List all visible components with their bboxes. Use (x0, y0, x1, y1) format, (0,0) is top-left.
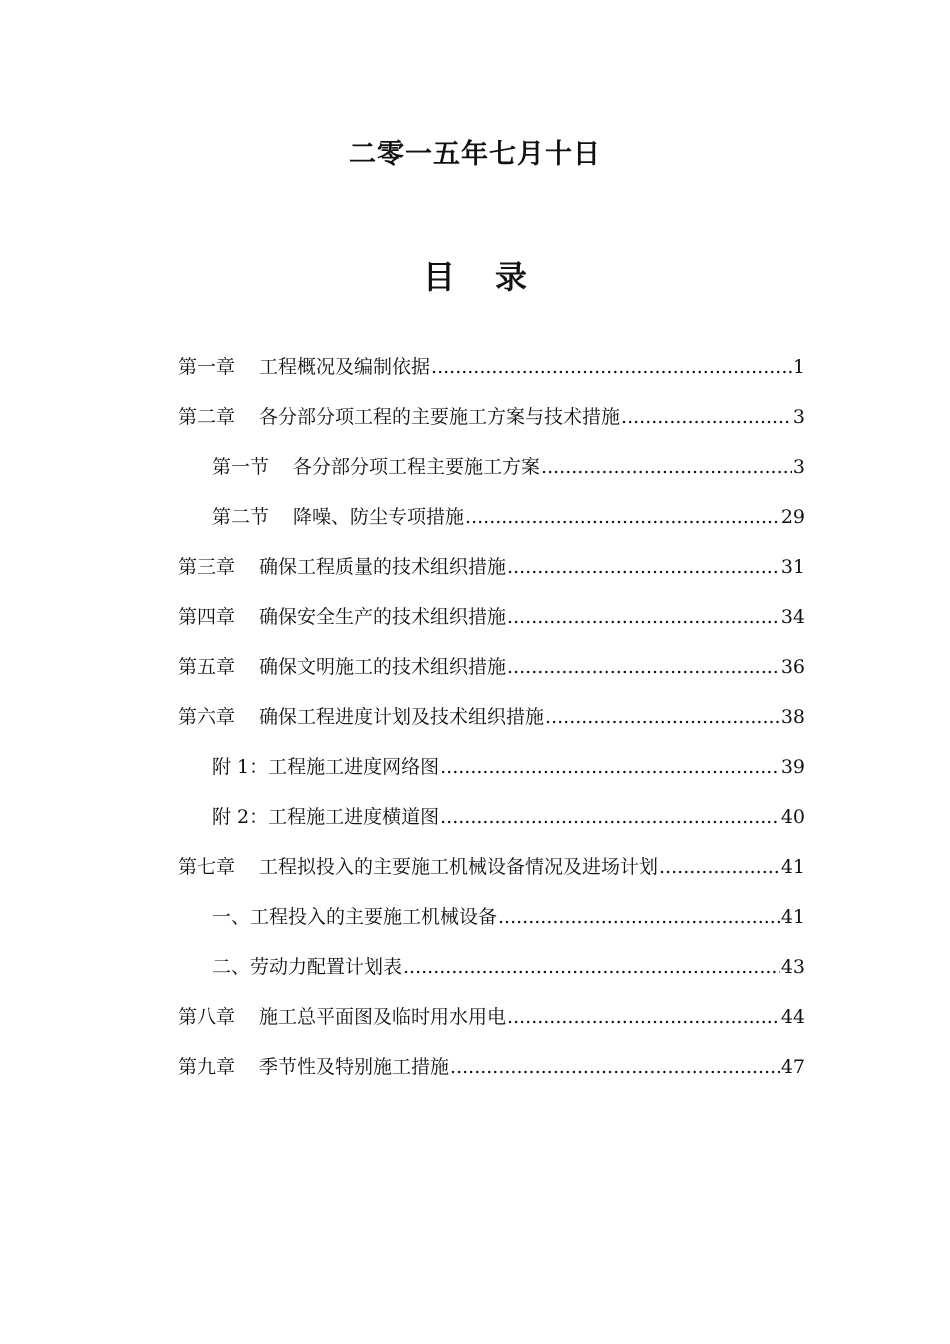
toc-entry-line (212, 752, 805, 779)
toc-entry-number: 第四章 (178, 605, 236, 628)
toc-entry-line (212, 952, 805, 979)
toc-dot-leader (465, 506, 780, 528)
toc-entry[interactable] (0, 790, 950, 840)
toc-entry[interactable] (0, 840, 950, 890)
toc-entry-page: 44 (780, 1005, 805, 1028)
toc-entry[interactable] (0, 690, 950, 740)
toc-entry-line (178, 702, 805, 729)
toc-entry[interactable] (0, 890, 950, 940)
toc-entry-line (178, 402, 805, 429)
toc-dot-leader (507, 656, 780, 678)
toc-heading-char-1: 目 (422, 258, 455, 296)
toc-entry-title: 确保安全生产的技术组织措施 (259, 605, 507, 628)
toc-entry-title: 二、劳动力配置计划表 (212, 955, 403, 978)
toc-entry-number: 第七章 (178, 855, 236, 878)
toc-entry-page: 34 (780, 605, 805, 628)
toc-entry-number: 第一章 (178, 355, 236, 378)
toc-entry-page: 36 (780, 655, 805, 678)
toc-entry-title: 附 1：工程施工进度网络图 (212, 755, 440, 778)
toc-entry[interactable] (0, 590, 950, 640)
table-of-contents (0, 340, 950, 1090)
toc-entry-line (178, 602, 805, 629)
toc-entry-page: 3 (792, 405, 805, 428)
toc-entry[interactable] (0, 340, 950, 390)
toc-entry[interactable] (0, 990, 950, 1040)
toc-entry[interactable] (0, 940, 950, 990)
toc-entry[interactable] (0, 490, 950, 540)
toc-entry-title: 确保工程质量的技术组织措施 (259, 555, 507, 578)
toc-entry-number: 第三章 (178, 555, 236, 578)
toc-entry-page: 39 (780, 755, 805, 778)
toc-entry-number: 第二章 (178, 405, 236, 428)
toc-entry-number: 第一节 (212, 455, 270, 478)
toc-entry-line (212, 502, 805, 529)
toc-entry-line (178, 1052, 805, 1079)
toc-dot-leader (507, 606, 780, 628)
toc-entry[interactable] (0, 640, 950, 690)
toc-entry[interactable] (0, 1040, 950, 1090)
toc-dot-leader (545, 706, 780, 728)
toc-entry[interactable] (0, 440, 950, 490)
toc-entry-title: 各分部分项工程主要施工方案 (293, 455, 541, 478)
toc-entry-page: 40 (780, 805, 805, 828)
toc-entry-number: 第八章 (178, 1005, 236, 1028)
toc-dot-leader (621, 406, 792, 428)
toc-entry-line (178, 652, 805, 679)
toc-entry-title: 降噪、防尘专项措施 (293, 505, 465, 528)
toc-entry-title: 各分部分项工程的主要施工方案与技术措施 (259, 405, 621, 428)
toc-dot-leader (541, 456, 792, 478)
toc-entry-page: 31 (780, 555, 805, 578)
toc-dot-leader (450, 1056, 780, 1078)
toc-dot-leader (440, 756, 780, 778)
toc-dot-leader (431, 356, 792, 378)
toc-entry-line (178, 552, 805, 579)
toc-entry-number: 第六章 (178, 705, 236, 728)
toc-entry-page: 38 (780, 705, 805, 728)
toc-entry-line (212, 902, 805, 929)
toc-entry-line (178, 852, 805, 879)
toc-entry-number: 第五章 (178, 655, 236, 678)
toc-entry-title: 工程概况及编制依据 (259, 355, 431, 378)
toc-entry[interactable] (0, 390, 950, 440)
toc-entry-number: 第九章 (178, 1055, 236, 1078)
toc-entry-line (212, 452, 805, 479)
toc-entry-page: 29 (780, 505, 805, 528)
toc-entry-title: 附 2：工程施工进度横道图 (212, 805, 440, 828)
toc-entry-title: 工程拟投入的主要施工机械设备情况及进场计划 (259, 855, 659, 878)
toc-entry-page: 3 (792, 455, 805, 478)
toc-entry-page: 41 (780, 855, 805, 878)
toc-entry-page: 41 (780, 905, 805, 928)
toc-entry-title: 确保工程进度计划及技术组织措施 (259, 705, 545, 728)
toc-heading (0, 252, 950, 298)
toc-entry-title: 季节性及特别施工措施 (259, 1055, 450, 1078)
toc-dot-leader (498, 906, 780, 928)
toc-entry-number: 第二节 (212, 505, 270, 528)
toc-dot-leader (440, 806, 780, 828)
toc-entry[interactable] (0, 540, 950, 590)
toc-dot-leader (507, 556, 780, 578)
document-date: 二零一五年七月十日 (349, 139, 601, 170)
toc-entry-title: 一、工程投入的主要施工机械设备 (212, 905, 498, 928)
toc-entry-title: 施工总平面图及临时用水用电 (259, 1005, 507, 1028)
toc-dot-leader (659, 856, 780, 878)
toc-entry-line (212, 802, 805, 829)
toc-heading-char-2: 录 (495, 258, 528, 296)
toc-dot-leader (403, 956, 780, 978)
toc-entry-line (178, 1002, 805, 1029)
toc-entry[interactable] (0, 740, 950, 790)
toc-entry-page: 47 (780, 1055, 805, 1078)
toc-entry-page: 43 (780, 955, 805, 978)
toc-entry-line (178, 352, 805, 379)
toc-dot-leader (507, 1006, 780, 1028)
toc-entry-title: 确保文明施工的技术组织措施 (259, 655, 507, 678)
toc-entry-page: 1 (792, 355, 805, 378)
